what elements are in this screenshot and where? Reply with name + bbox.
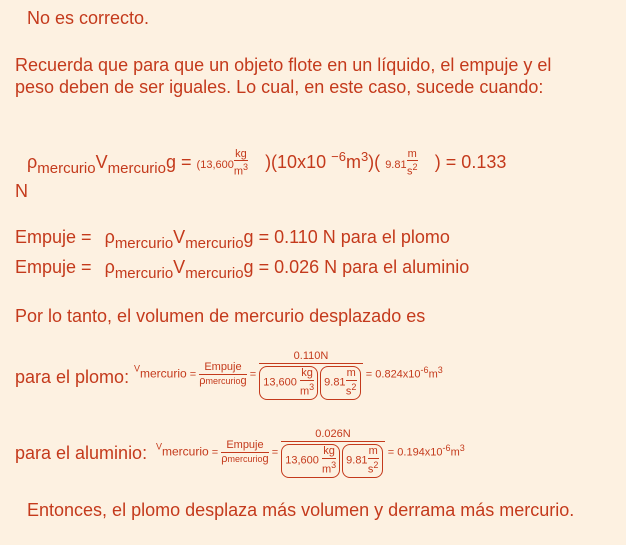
volume-value: )(10x10 [265, 152, 327, 172]
v-symbol: V [173, 227, 186, 247]
kg-label: kg [235, 148, 247, 161]
v-subscript: mercurio [162, 444, 209, 459]
aluminio-unit: m [450, 446, 460, 459]
kg-m3-fraction [234, 148, 248, 178]
rho-g-denominator: ρmercuriog [221, 453, 269, 466]
m3-label: $m^3$ [233, 162, 249, 179]
empuje-numerator: Empuje [199, 361, 246, 375]
plomo-result: = 0.824x10 [365, 368, 421, 381]
plomo-equation: $^V$mercurio = $\frac{\text{Empuje}}{\text{ρmercuriog}}$ = 0.110N 13,600 $\frac{kg}{m^3}$ 9.81 $\frac{m}{s^2}$ = $0.824x10^{-6}m^3$ [134, 350, 443, 398]
empuje-result: = 0.026 N para el aluminio [258, 257, 470, 277]
aluminio-label: para el aluminio: [15, 443, 148, 463]
plomo-label: para el plomo: [15, 367, 130, 387]
g-symbol: g [165, 152, 176, 172]
v-subscript: mercurio [107, 160, 166, 177]
m-s2-fraction [407, 148, 418, 178]
m-label: m [407, 148, 417, 161]
conclusion-intro: Por lo tanto, el volumen de mercurio desplazado es [15, 306, 426, 326]
rho-subscript: mercurio [114, 235, 174, 252]
density-gravity-denominator: 13,600 $\frac{kg}{m^3}$ 9.81 $\frac{m}{s^2}$ [281, 442, 385, 478]
v-subscript: mercurio [185, 265, 244, 282]
plomo-exponent: -6 [420, 365, 429, 376]
density-value: (13,600 [196, 159, 234, 171]
result-value: ) = 0.133 [434, 152, 507, 172]
g-symbol: g [243, 257, 254, 277]
empuje-result: = 0.110 N para el plomo [258, 227, 450, 247]
empuje-label: Empuje = [15, 227, 92, 247]
force-numerator: 0.026N [281, 428, 385, 442]
empuje-numerator: Empuje [221, 439, 268, 453]
s2-label: $s^2$ [406, 162, 418, 179]
rho-subscript: mercurio [37, 160, 96, 177]
g-symbol: g [243, 227, 254, 247]
empuje-line-aluminio [15, 256, 469, 285]
v-symbol: V [134, 363, 141, 374]
empuje-over-density [199, 361, 246, 388]
empuje-over-density [221, 439, 268, 466]
v-symbol: V [95, 152, 108, 172]
m3-unit: m [345, 152, 361, 172]
v-subscript: mercurio [140, 366, 187, 381]
rho-symbol: ρ [27, 152, 38, 172]
cube-exponent: 3 [360, 149, 369, 164]
result-unit: N [15, 181, 28, 201]
aluminio-exponent: -6 [442, 443, 451, 454]
rho-subscript: mercurio [114, 265, 174, 282]
value-fraction [281, 428, 385, 478]
v-symbol: V [173, 257, 186, 277]
rho-symbol: ρ [104, 227, 115, 247]
aluminio-equation: $^V$mercurio = $\frac{\text{Empuje}}{\text{ρmercuriog}}$ = 0.026N 13,600 $\frac{kg}{m^3}$ 9.81 $\frac{m}{s^2}$ = $0.194x10^{-6}m^3$ [156, 428, 465, 476]
intro-paragraph: Recuerda que para que un objeto flote en un líquido, el empuje y el peso deben de ser iguales. Lo cual, en este caso, sucede cuando: [15, 55, 552, 97]
rho-g-denominator: ρmercuriog [199, 375, 247, 388]
formula-mass [27, 146, 506, 180]
empuje-line-plomo [15, 226, 450, 255]
feedback-header: No es correcto. [27, 8, 150, 28]
gravity-value: 9.81 [385, 159, 407, 171]
equals-sign: = [181, 152, 192, 172]
paren-open: )( [368, 152, 381, 172]
density-gravity-denominator: 13,600 $\frac{kg}{m^3}$ 9.81 $\frac{m}{s^2}$ [259, 364, 363, 400]
rho-symbol: ρ [104, 257, 115, 277]
plomo-unit: m [428, 368, 438, 381]
force-numerator: 0.110N [259, 350, 363, 364]
v-symbol: V [156, 441, 163, 452]
aluminio-result: = 0.194x10 [387, 446, 443, 459]
value-fraction [259, 350, 363, 400]
empuje-label: Empuje = [15, 257, 92, 277]
volume-exponent: −6 [331, 149, 346, 164]
final-paragraph: Entonces, el plomo desplaza más volumen y derrama más mercurio. [27, 500, 575, 520]
v-subscript: mercurio [185, 235, 244, 252]
